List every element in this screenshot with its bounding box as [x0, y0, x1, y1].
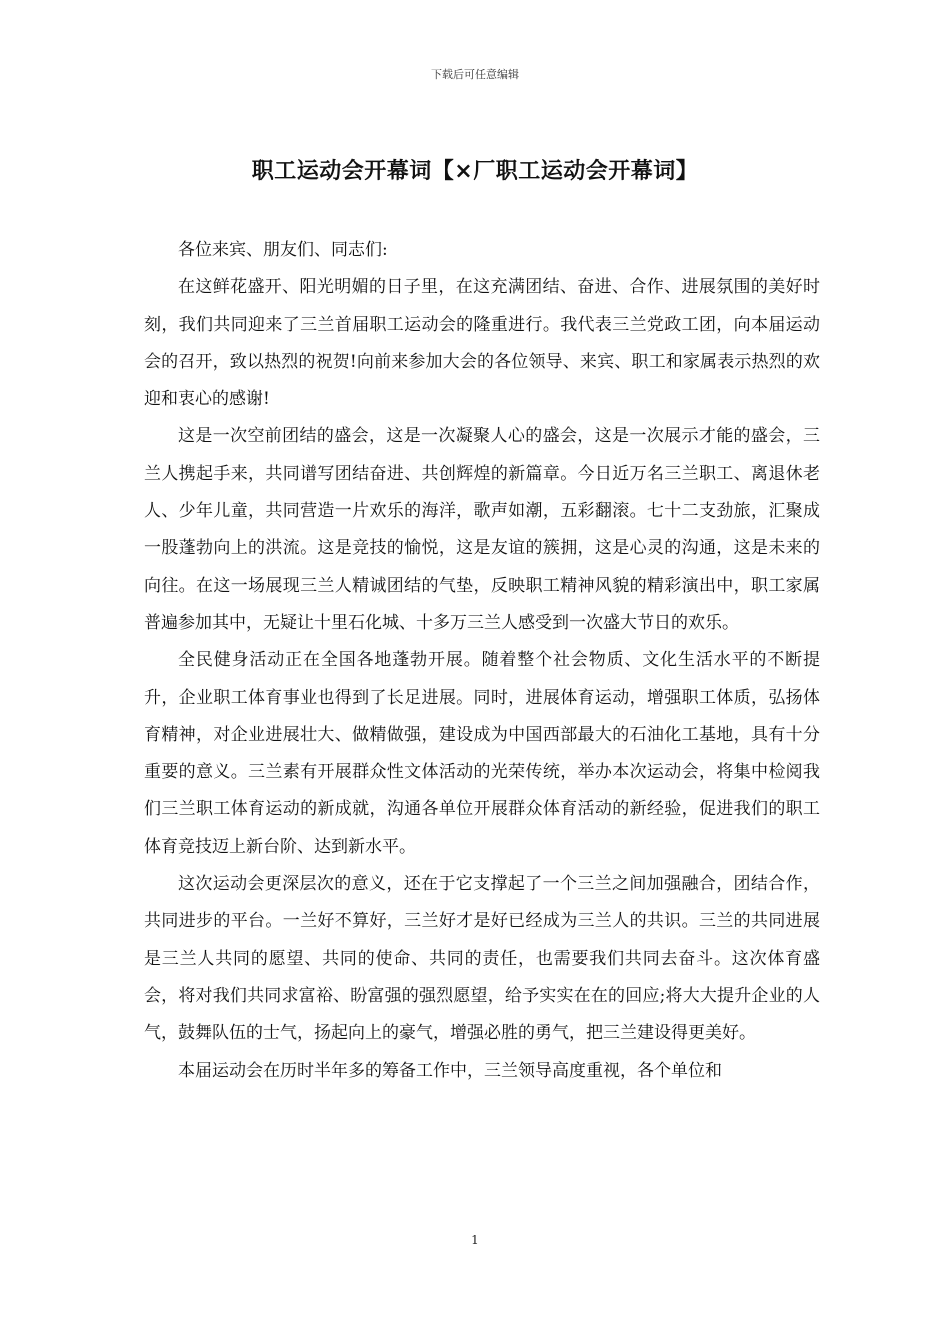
page-number: 1 — [471, 1233, 479, 1247]
paragraph: 这是一次空前团结的盛会，这是一次凝聚人心的盛会，这是一次展示才能的盛会，三兰人携起手来，共同谱写团结奋进、共创辉煌的新篇章。今日近万名三兰职工、离退休老人、少年儿童，共同营造一片欢乐的海洋，歌声如潮，五彩翻滚。七十二支劲旅，汇聚成一股蓬勃向上的洪流。这是竞技的愉悦，这是友谊的簇拥，这是心灵的沟通，这是未来的向往。在这一场展现三兰人精诚团结的气垫，反映职工精神风貌的精彩演出中，职工家属普遍参加其中，无疑让十里石化城、十多万三兰人感受到一次盛大节日的欢乐。 — [144, 426, 820, 633]
paragraph-salutation: 各位来宾、朋友们、同志们: — [178, 240, 388, 260]
paragraph: 全民健身活动正在全国各地蓬勃开展。随着整个社会物质、文化生活水平的不断提升，企业职工体育事业也得到了长足进展。同时，进展体育运动，增强职工体质，弘扬体育精神，对企业进展壮大、做精做强，建设成为中国西部最大的石油化工基地，具有十分重要的意义。三兰素有开展群众性文体活动的光荣传统，举办本次运动会，将集中检阅我们三兰职工体育运动的新成就，沟通各单位开展群众体育活动的新经验，促进我们的职工体育竞技迈上新台阶、达到新水平。 — [144, 650, 820, 857]
paragraph: 这次运动会更深层次的意义，还在于它支撑起了一个三兰之间加强融合，团结合作，共同进步的平台。一兰好不算好，三兰好才是好已经成为三兰人的共识。三兰的共同进展是三兰人共同的愿望、共同的使命、共同的责任，也需要我们共同去奋斗。这次体育盛会，将对我们共同求富裕、盼富强的强烈愿望，给予实实在在的回应;将大大提升企业的人气，鼓舞队伍的士气，扬起向上的豪气，增强必胜的勇气，把三兰建设得更美好。 — [144, 874, 820, 1044]
document-title: 职工运动会开幕词【×厂职工运动会开幕词】 — [251, 159, 699, 184]
paragraph: 在这鲜花盛开、阳光明媚的日子里，在这充满团结、奋进、合作、进展氛围的美好时刻，我们共同迎来了三兰首届职工运动会的隆重进行。我代表三兰党政工团，向本届运动会的召开，致以热烈的祝贺!向前来参加大会的各位领导、来宾、职工和家属表示热烈的欢迎和衷心的感谢! — [144, 277, 820, 410]
document-body — [144, 232, 820, 1090]
paragraph: 本届运动会在历时半年多的筹备工作中，三兰领导高度重视，各个单位和 — [178, 1060, 722, 1081]
page-header: 下载后可任意编辑 — [431, 68, 519, 81]
